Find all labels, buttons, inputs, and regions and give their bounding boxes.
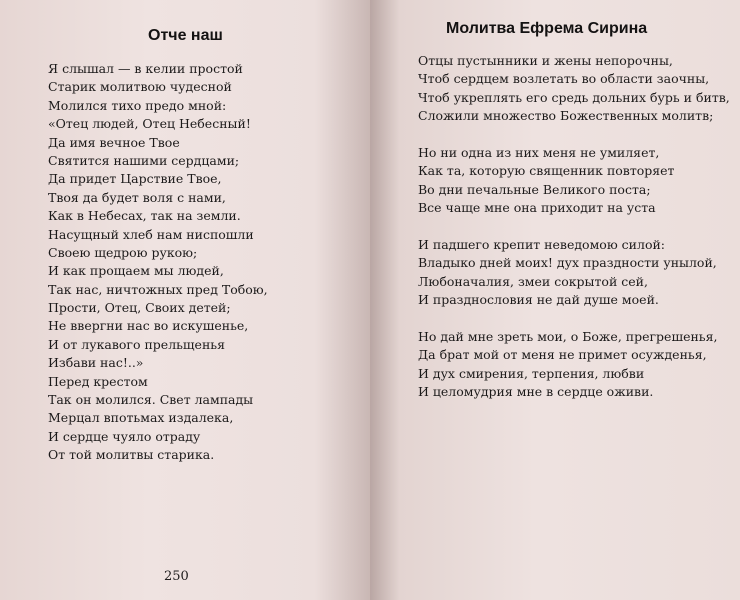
page-number: 250	[164, 569, 189, 584]
poem-line: И как прощаем мы людей,	[48, 263, 224, 279]
poem-line: Старик молитвою чудесной	[48, 79, 232, 95]
poem-line: Все чаще мне она приходит на уста	[418, 200, 656, 216]
poem-line: Отцы пустынники и жены непорочны,	[418, 53, 673, 68]
poem-line: Мерцал впотьмах издалека,	[48, 410, 234, 426]
poem-line: Как та, которую священник повторяет	[418, 163, 675, 179]
poem-line: Да имя вечное Твое	[48, 134, 180, 150]
poem-line: Святится нашими сердцами;	[48, 152, 240, 168]
stanza-break	[418, 218, 730, 236]
poem-line: Так он молился. Свет лампады	[48, 392, 254, 408]
poem-line: И от лукавого прельщенья	[48, 336, 225, 352]
poem-line: Твоя да будет воля с нами,	[48, 189, 226, 205]
stanza-break	[418, 126, 730, 144]
poem-line: Но ни одна из них меня не умиляет,	[418, 144, 660, 160]
poem-line: От той молитвы старика.	[48, 447, 215, 463]
poem-line: Своею щедрою рукою;	[48, 244, 198, 260]
poem-line: И дух смирения, терпения, любви	[418, 365, 645, 381]
stanza-break	[418, 309, 730, 327]
poem-line: Избави нас!..»	[48, 355, 144, 371]
poem-line: Чтоб сердцем возлетать во области заочны,	[418, 71, 710, 87]
poem-line: Сложили множество Божественных молитв;	[418, 108, 714, 124]
poem-line: Владыко дней моих! дух праздности унылой,	[418, 255, 717, 271]
poem-line: Чтоб укреплять его средь дольних бурь и битв,	[418, 89, 730, 105]
poem-line: Но дай мне зреть мои, о Боже, прегрешенья,	[418, 328, 718, 344]
poem-line: Насущный хлеб нам ниспошли	[48, 226, 254, 242]
poem-line: И сердце чуяло отраду	[48, 428, 201, 444]
poem-title: Отче наш	[148, 27, 223, 44]
poem-line: И целомудрия мне в сердце оживи.	[418, 384, 654, 400]
poem-line: Да придет Царствие Твое,	[48, 171, 222, 187]
poem-line: Во дни печальные Великого поста;	[418, 181, 651, 197]
poem-body	[48, 60, 268, 465]
poem-line: «Отец людей, Отец Небесный!	[48, 116, 251, 132]
poem-line: Так нас, ничтожных пред Тобою,	[48, 281, 268, 297]
poem-line: Любоначалия, змеи сокрытой сей,	[418, 273, 648, 289]
poem-line: Молился тихо предо мной:	[48, 97, 227, 113]
poem-line: Не ввергни нас во искушенье,	[48, 318, 249, 334]
poem-line: И падшего крепит неведомою силой:	[418, 236, 666, 252]
poem-line: Как в Небесах, так на земли.	[48, 208, 241, 224]
poem-line: И празднословия не дай душе моей.	[418, 292, 659, 308]
right-page	[370, 0, 740, 600]
poem-title: Молитва Ефрема Сирина	[446, 20, 648, 37]
poem-line: Да брат мой от меня не примет осужденья,	[418, 347, 707, 363]
poem-line: Я слышал — в келии простой	[48, 61, 243, 76]
poem-line: Перед крестом	[48, 373, 148, 389]
poem-body	[418, 52, 730, 401]
poem-line: Прости, Отец, Своих детей;	[48, 300, 231, 316]
